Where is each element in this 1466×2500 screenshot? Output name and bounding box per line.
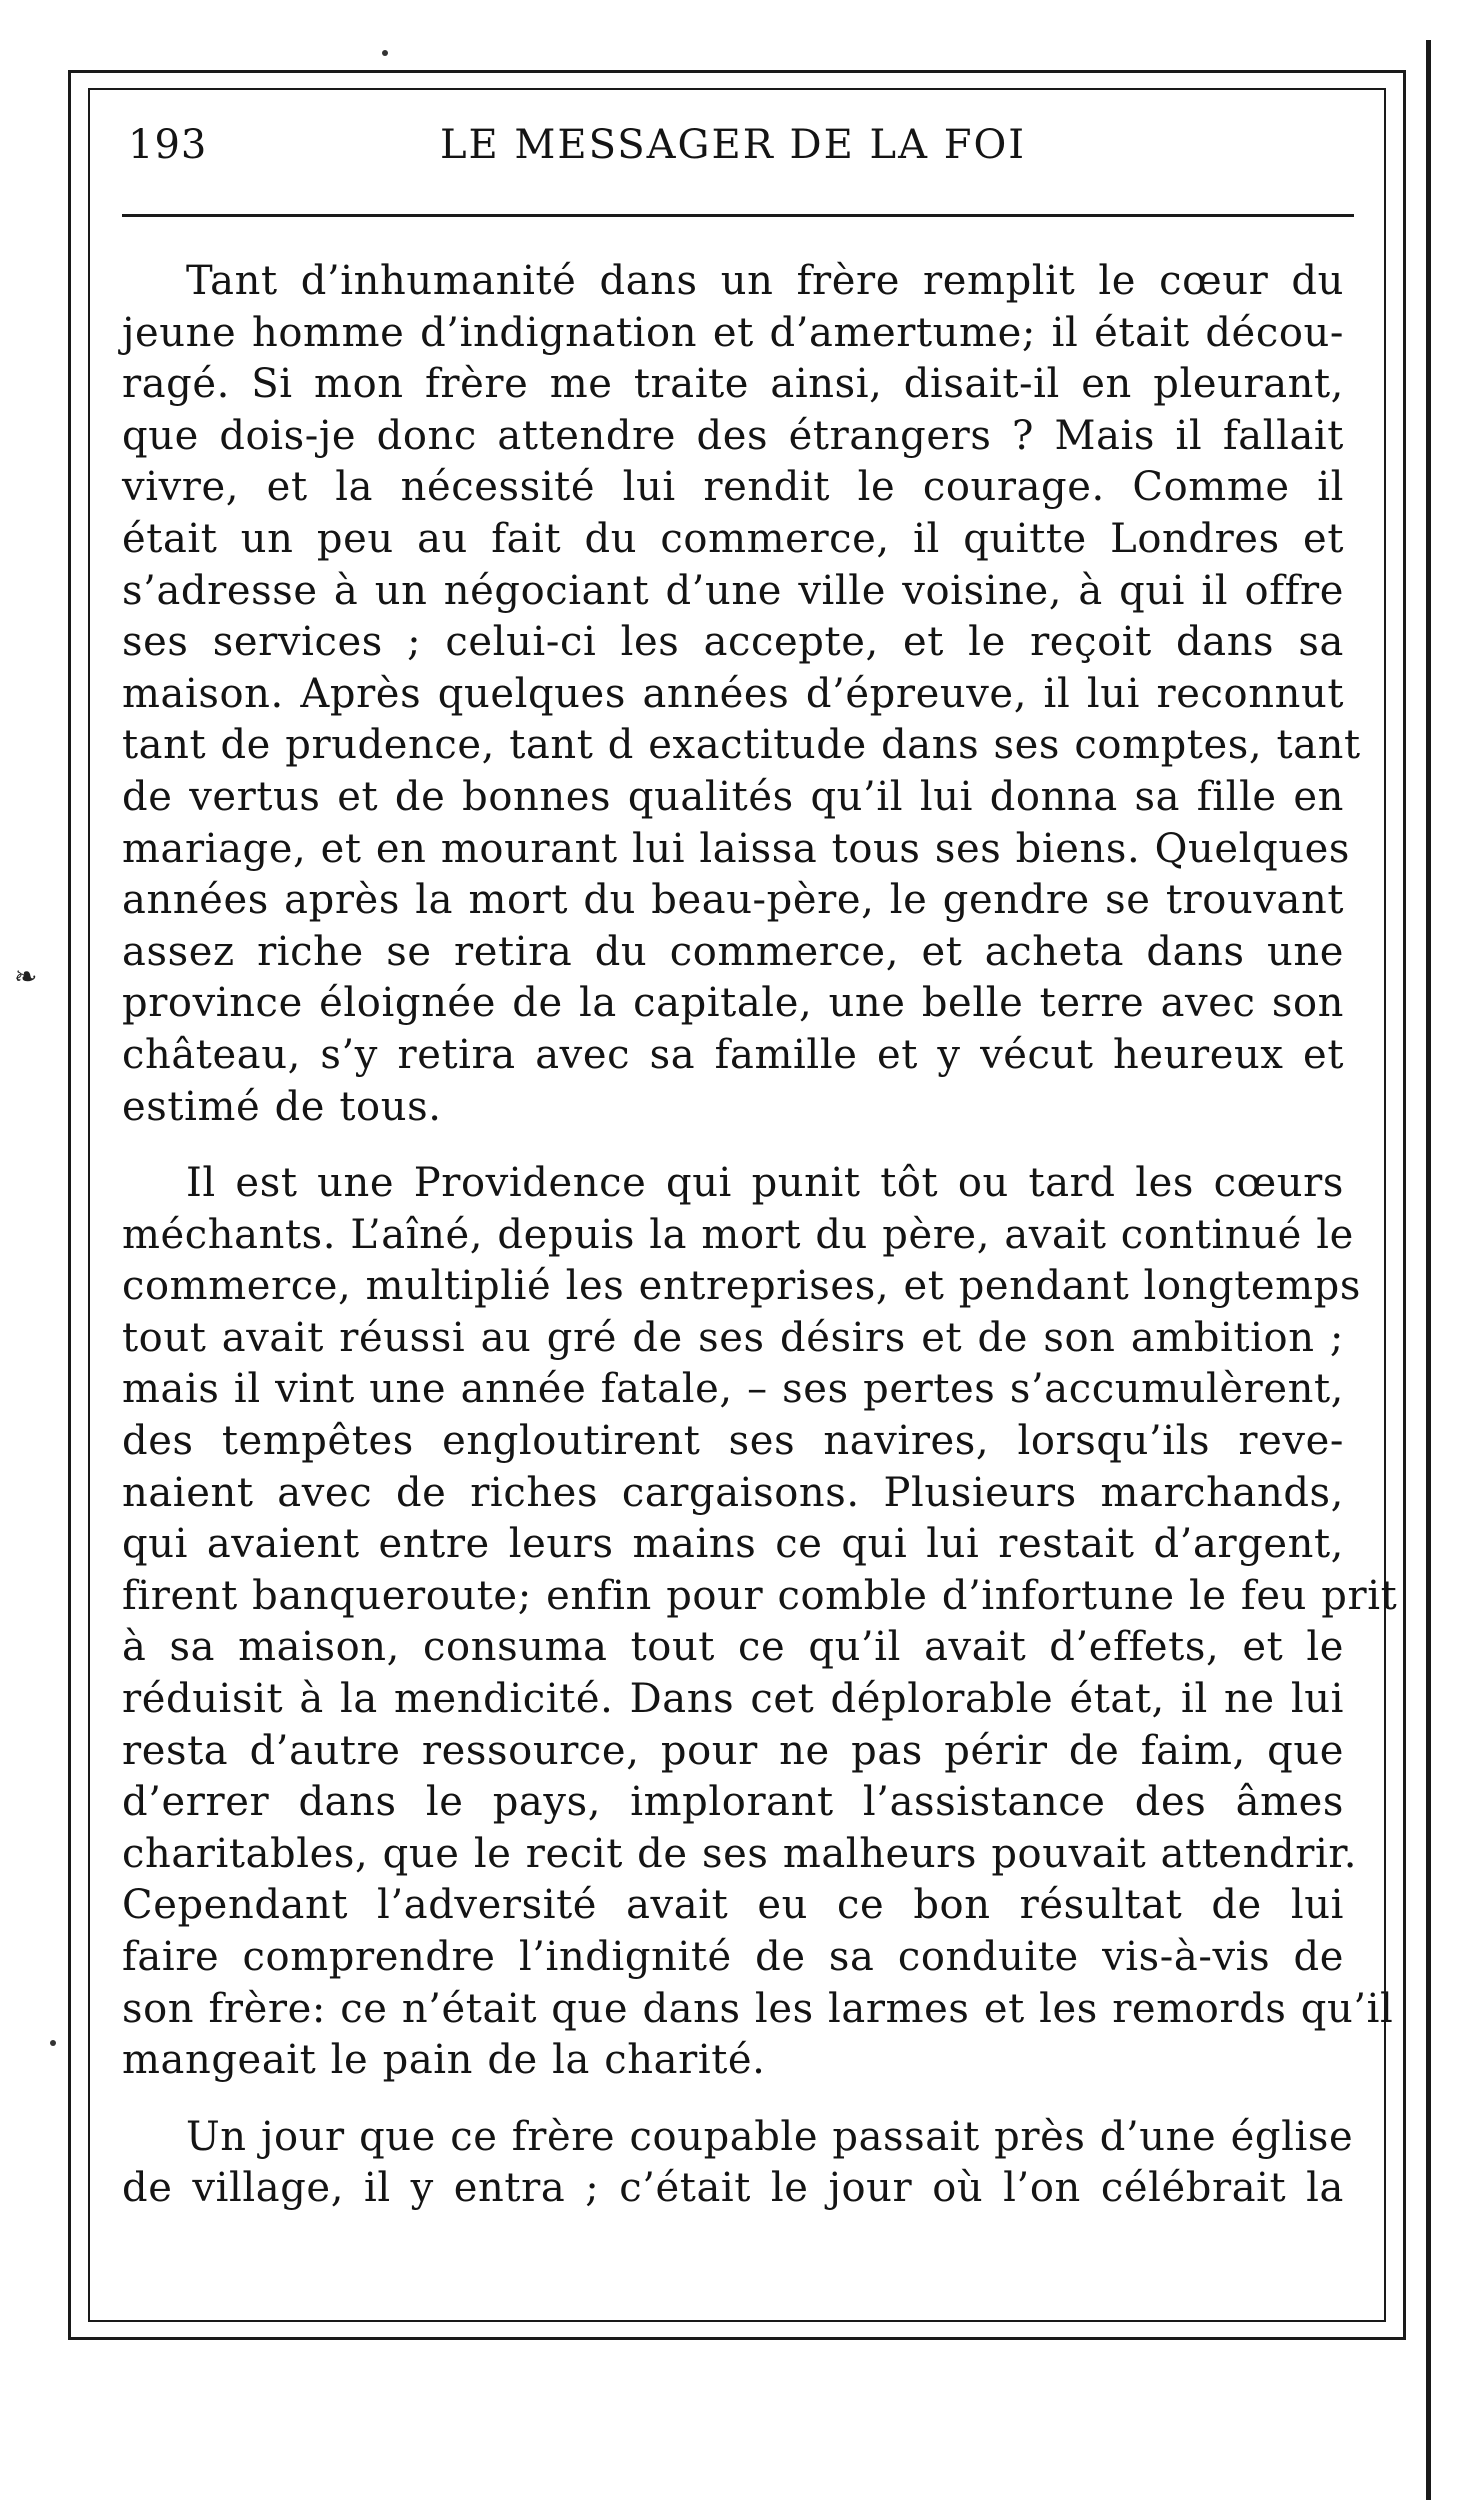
text-line: Tant d’inhumanité dans un frère remplit le cœur du bbox=[186, 258, 1344, 304]
text-line: resta d’autre ressource, pour ne pas périr de faim, que bbox=[122, 1727, 1344, 1774]
text-line: méchants. L’aîné, depuis la mort du père, avait continué le bbox=[122, 1211, 1354, 1258]
text-line: château, s’y retira avec sa famille et y vécut heureux et bbox=[122, 1031, 1344, 1078]
text-line: mariage, et en mourant lui laissa tous ses biens. Quelques bbox=[122, 825, 1351, 872]
text-line: jeune homme d’indignation et d’amertume; il était décou- bbox=[122, 309, 1344, 356]
text-line: mangeait le pain de la charité. bbox=[122, 2037, 766, 2084]
text-line: tant de prudence, tant d exactitude dans ses comptes, tant bbox=[122, 722, 1361, 769]
text-line: était un peu au fait du commerce, il quitte Londres et bbox=[122, 515, 1344, 562]
text-line: vivre, et la nécessité lui rendit le courage. Comme il bbox=[122, 464, 1344, 511]
text-line: commerce, multiplié les entreprises, et pendant longtemps bbox=[122, 1263, 1362, 1310]
margin-ornament: ❧ bbox=[14, 960, 38, 993]
text-line: réduisit à la mendicité. Dans cet déplorable état, il ne lui bbox=[122, 1676, 1344, 1723]
text-line: faire comprendre l’indignité de sa conduite vis-à-vis de bbox=[122, 1934, 1344, 1980]
text-line: charitables, que le recit de ses malheurs pouvait attendrir. bbox=[122, 1830, 1358, 1877]
text-line: ragé. Si mon frère me traite ainsi, disait-il en pleurant, bbox=[122, 361, 1344, 408]
text-line: des tempêtes engloutirent ses navires, lorsqu’ils reve- bbox=[122, 1418, 1344, 1465]
text-line: ses services ; celui-ci les accepte, et le reçoit dans sa bbox=[122, 619, 1344, 666]
text-line: son frère: ce n’était que dans les larmes et les remords qu’il bbox=[122, 1985, 1394, 2032]
text-line: Un jour que ce frère coupable passait près d’une église bbox=[186, 2113, 1354, 2160]
text-line: d’errer dans le pays, implorant l’assistance des âmes bbox=[122, 1779, 1344, 1826]
paragraph bbox=[122, 256, 1361, 1133]
text-line: de vertus et de bonnes qualités qu’il lui donna sa fille en bbox=[122, 773, 1344, 820]
text-line: Cependant l’adversité avait eu ce bon résultat de lui bbox=[122, 1882, 1344, 1929]
text-line: mais il vint une année fatale, – ses pertes s’accumulèrent, bbox=[122, 1366, 1344, 1413]
text-line: naient avec de riches cargaisons. Plusieurs marchands, bbox=[122, 1469, 1344, 1516]
text-line: tout avait réussi au gré de ses désirs et de son ambition ; bbox=[122, 1314, 1344, 1361]
page-edge-rule bbox=[1426, 40, 1431, 2500]
text-line: firent banqueroute; enfin pour comble d’infortune le feu prit bbox=[122, 1572, 1398, 1619]
header-rule bbox=[122, 214, 1354, 217]
text-line: estimé de tous. bbox=[122, 1083, 442, 1130]
speck-mark bbox=[382, 50, 388, 56]
paragraph bbox=[122, 2112, 1354, 2215]
text-line: s’adresse à un négociant d’une ville voisine, à qui il offre bbox=[122, 567, 1344, 614]
running-header bbox=[128, 122, 1338, 192]
text-line: années après la mort du beau-père, le gendre se trouvant bbox=[122, 877, 1344, 924]
text-line: province éloignée de la capitale, une belle terre avec son bbox=[122, 980, 1344, 1027]
text-line: que dois-je donc attendre des étrangers ? Mais il fallait bbox=[122, 412, 1344, 459]
paragraph bbox=[122, 1158, 1398, 2087]
text-line: maison. Après quelques années d’épreuve, il lui reconnut bbox=[122, 670, 1344, 717]
text-line: Il est une Providence qui punit tôt ou tard les cœurs bbox=[186, 1160, 1344, 1207]
speck-mark bbox=[50, 2040, 56, 2046]
text-line: de village, il y entra ; c’était le jour où l’on célébrait la bbox=[122, 2165, 1344, 2212]
running-title: LE MESSAGER DE LA FOI bbox=[439, 122, 1027, 168]
body-text bbox=[122, 256, 1398, 2215]
page-number: 193 bbox=[128, 122, 208, 168]
text-line: qui avaient entre leurs mains ce qui lui restait d’argent, bbox=[122, 1521, 1344, 1568]
text-line: à sa maison, consuma tout ce qu’il avait d’effets, et le bbox=[122, 1624, 1344, 1671]
text-line: assez riche se retira du commerce, et acheta dans une bbox=[122, 928, 1344, 975]
